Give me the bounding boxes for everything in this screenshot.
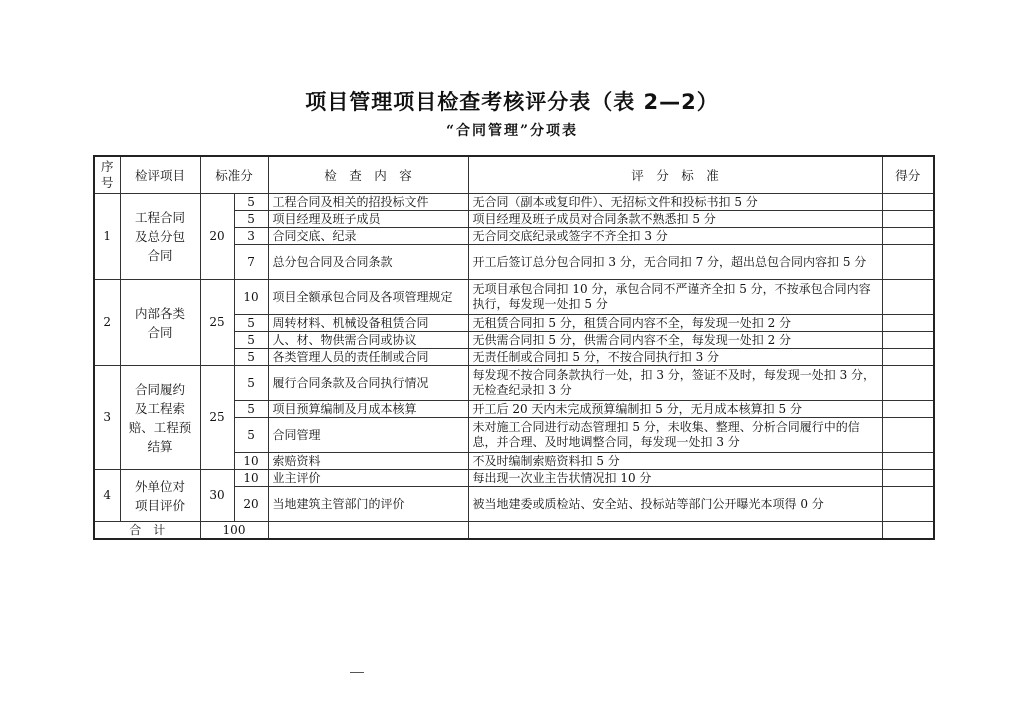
row-score: 10 (234, 280, 268, 315)
row-score-got (882, 470, 934, 487)
total-empty-cell (268, 522, 468, 540)
row-score: 5 (234, 401, 268, 418)
total-label: 合 计 (94, 522, 200, 540)
row-score: 5 (234, 211, 268, 228)
row-content: 合同交底、纪录 (268, 228, 468, 245)
row-score: 5 (234, 366, 268, 401)
row-content: 履行合同条款及合同执行情况 (268, 366, 468, 401)
total-row (94, 522, 934, 540)
group-seq: 1 (94, 194, 120, 280)
row-criteria: 无供需合同扣 5 分，供需合同内容不全，每发现一处扣 2 分 (468, 332, 882, 349)
row-criteria: 无项目承包合同扣 10 分，承包合同不严谨齐全扣 5 分，不按承包合同内容执行，每发现一处扣 5 分 (468, 280, 882, 315)
row-criteria: 无合同交底纪录或签字不齐全扣 3 分 (468, 228, 882, 245)
table-body (94, 156, 934, 539)
group-seq: 2 (94, 280, 120, 366)
group-standard-score: 30 (200, 470, 234, 522)
row-score: 5 (234, 349, 268, 366)
row-score: 5 (234, 332, 268, 349)
score-table (93, 155, 935, 540)
row-score-got (882, 401, 934, 418)
group-seq: 4 (94, 470, 120, 522)
row-score: 3 (234, 228, 268, 245)
group-seq: 3 (94, 366, 120, 470)
header-item: 检评项目 (120, 156, 200, 194)
header-score-got: 得分 (882, 156, 934, 194)
row-criteria: 开工后签订总分包合同扣 3 分，无合同扣 7 分，超出总包合同内容扣 5 分 (468, 245, 882, 280)
row-score-got (882, 315, 934, 332)
group-standard-score: 25 (200, 366, 234, 470)
row-score-got (882, 332, 934, 349)
page-subtitle: “合同管理”分项表 (445, 123, 579, 139)
header-row (94, 156, 934, 194)
row-content: 项目全额承包合同及各项管理规定 (268, 280, 468, 315)
group-item: 合同履约 及工程索 赔、工程预 结算 (120, 366, 200, 470)
table-row (94, 280, 934, 315)
total-empty-cell (882, 522, 934, 540)
row-criteria: 项目经理及班子成员对合同条款不熟悉扣 5 分 (468, 211, 882, 228)
row-score-got (882, 418, 934, 453)
table-row (94, 366, 934, 401)
total-value: 100 (200, 522, 268, 540)
table-row (94, 194, 934, 211)
row-score: 5 (234, 315, 268, 332)
row-criteria: 被当地建委或质检站、安全站、投标站等部门公开曝光本项得 0 分 (468, 487, 882, 522)
row-score-got (882, 349, 934, 366)
row-score: 10 (234, 470, 268, 487)
row-content: 项目经理及班子成员 (268, 211, 468, 228)
row-score-got (882, 194, 934, 211)
row-score-got (882, 280, 934, 315)
row-content: 业主评价 (268, 470, 468, 487)
row-score: 5 (234, 418, 268, 453)
row-content: 人、材、物供需合同或协议 (268, 332, 468, 349)
row-criteria: 无租赁合同扣 5 分，租赁合同内容不全，每发现一处扣 2 分 (468, 315, 882, 332)
group-standard-score: 25 (200, 280, 234, 366)
row-content: 项目预算编制及月成本核算 (268, 401, 468, 418)
row-criteria: 无合同（副本或复印件）、无招标文件和投标书扣 5 分 (468, 194, 882, 211)
row-score: 7 (234, 245, 268, 280)
row-criteria: 不及时编制索赔资料扣 5 分 (468, 453, 882, 470)
header-std: 标准分 (200, 156, 268, 194)
row-score: 20 (234, 487, 268, 522)
header-content: 检 查 内 容 (268, 156, 468, 194)
row-score-got (882, 211, 934, 228)
group-standard-score: 20 (200, 194, 234, 280)
row-content: 合同管理 (268, 418, 468, 453)
row-score-got (882, 487, 934, 522)
row-score-got (882, 453, 934, 470)
row-score-got (882, 366, 934, 401)
row-criteria: 每出现一次业主告状情况扣 10 分 (468, 470, 882, 487)
page-title: 项目管理项目检查考核评分表（表 2—2） (305, 90, 719, 114)
footer-mark (350, 672, 364, 673)
table-row (94, 470, 934, 487)
header-seq: 序 号 (94, 156, 120, 194)
row-criteria: 开工后 20 天内未完成预算编制扣 5 分，无月成本核算扣 5 分 (468, 401, 882, 418)
row-score-got (882, 228, 934, 245)
total-empty-cell (468, 522, 882, 540)
group-item: 外单位对 项目评价 (120, 470, 200, 522)
row-score: 10 (234, 453, 268, 470)
row-criteria: 无责任制或合同扣 5 分，不按合同执行扣 3 分 (468, 349, 882, 366)
row-content: 工程合同及相关的招投标文件 (268, 194, 468, 211)
row-content: 各类管理人员的责任制或合同 (268, 349, 468, 366)
row-content: 周转材料、机械设备租赁合同 (268, 315, 468, 332)
row-content: 当地建筑主管部门的评价 (268, 487, 468, 522)
row-score-got (882, 245, 934, 280)
row-score: 5 (234, 194, 268, 211)
header-criteria: 评 分 标 准 (468, 156, 882, 194)
row-criteria: 每发现不按合同条款执行一处，扣 3 分，签证不及时，每发现一处扣 3 分，无检查纪录扣 3 分 (468, 366, 882, 401)
group-item: 工程合同 及总分包 合同 (120, 194, 200, 280)
row-criteria: 未对施工合同进行动态管理扣 5 分，未收集、整理、分析合同履行中的信息，并合理、及时地调整合同，每发现一处扣 3 分 (468, 418, 882, 453)
group-item: 内部各类 合同 (120, 280, 200, 366)
row-content: 总分包合同及合同条款 (268, 245, 468, 280)
row-content: 索赔资料 (268, 453, 468, 470)
